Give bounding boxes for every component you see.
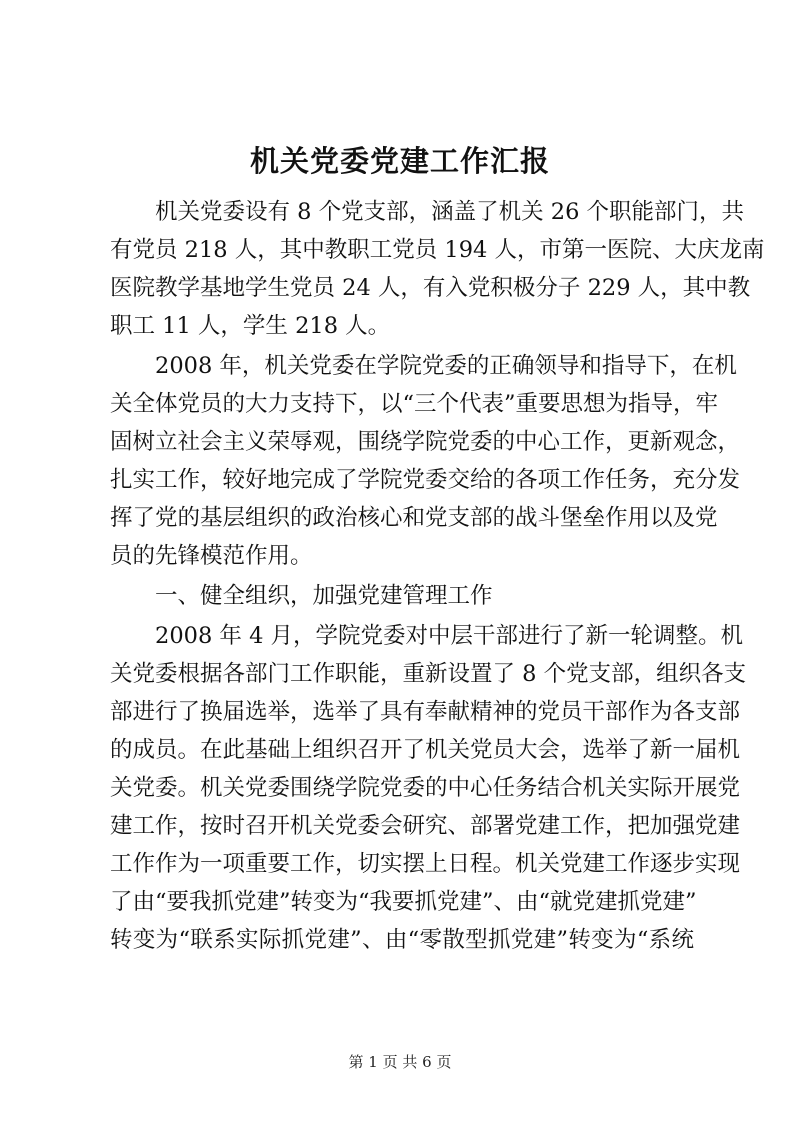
paragraph-line: 关党委根据各部门工作职能，重新设置了 8 个党支部，组织各支	[110, 661, 747, 687]
page-number-footer: 第 1 页 共 6 页	[348, 1053, 452, 1071]
document-title: 机关党委党建工作汇报	[249, 144, 550, 178]
paragraph-line: 医院教学基地学生党员 24 人，有入党积极分子 229 人，其中教	[110, 275, 751, 301]
paragraph-line: 关全体党员的大力支持下，以“三个代表”重要思想为指导，牢	[110, 391, 719, 417]
paragraph-line: 部进行了换届选举，选举了具有奉献精神的党员干部作为各支部	[110, 699, 741, 725]
section-heading: 一、健全组织，加强党建管理工作	[155, 583, 493, 609]
paragraph-line: 的成员。在此基础上组织召开了机关党员大会，选举了新一届机	[110, 737, 741, 763]
paragraph-line: 挥了党的基层组织的政治核心和党支部的战斗堡垒作用以及党	[110, 505, 718, 531]
paragraph-line: 有党员 218 人，其中教职工党员 194 人，市第一医院、大庆龙南	[110, 237, 765, 263]
paragraph-line: 职工 11 人，学生 218 人。	[110, 313, 391, 339]
paragraph-line: 固树立社会主义荣辱观，围绕学院党委的中心工作，更新观念，	[110, 429, 741, 455]
paragraph-line: 扎实工作，较好地完成了学院党委交给的各项工作任务，充分发	[110, 467, 741, 493]
paragraph-line: 机关党委设有 8 个党支部，涵盖了机关 26 个职能部门，共	[155, 199, 745, 225]
paragraph-line: 了由“要我抓党建”转变为“我要抓党建”、由“就党建抓党建”	[110, 889, 697, 915]
paragraph-line: 工作作为一项重要工作，切实摆上日程。机关党建工作逐步实现	[110, 851, 741, 877]
paragraph-line: 2008 年 4 月，学院党委对中层干部进行了新一轮调整。机	[155, 623, 744, 649]
paragraph-line: 员的先锋模范作用。	[110, 543, 313, 569]
paragraph-line: 建工作，按时召开机关党委会研究、部署党建工作，把加强党建	[110, 813, 741, 839]
paragraph-line: 2008 年，机关党委在学院党委的正确领导和指导下，在机	[155, 353, 737, 379]
paragraph-line: 关党委。机关党委围绕学院党委的中心任务结合机关实际开展党	[110, 775, 741, 801]
paragraph-line: 转变为“联系实际抓党建”、由“零散型抓党建”转变为“系统	[110, 927, 694, 953]
